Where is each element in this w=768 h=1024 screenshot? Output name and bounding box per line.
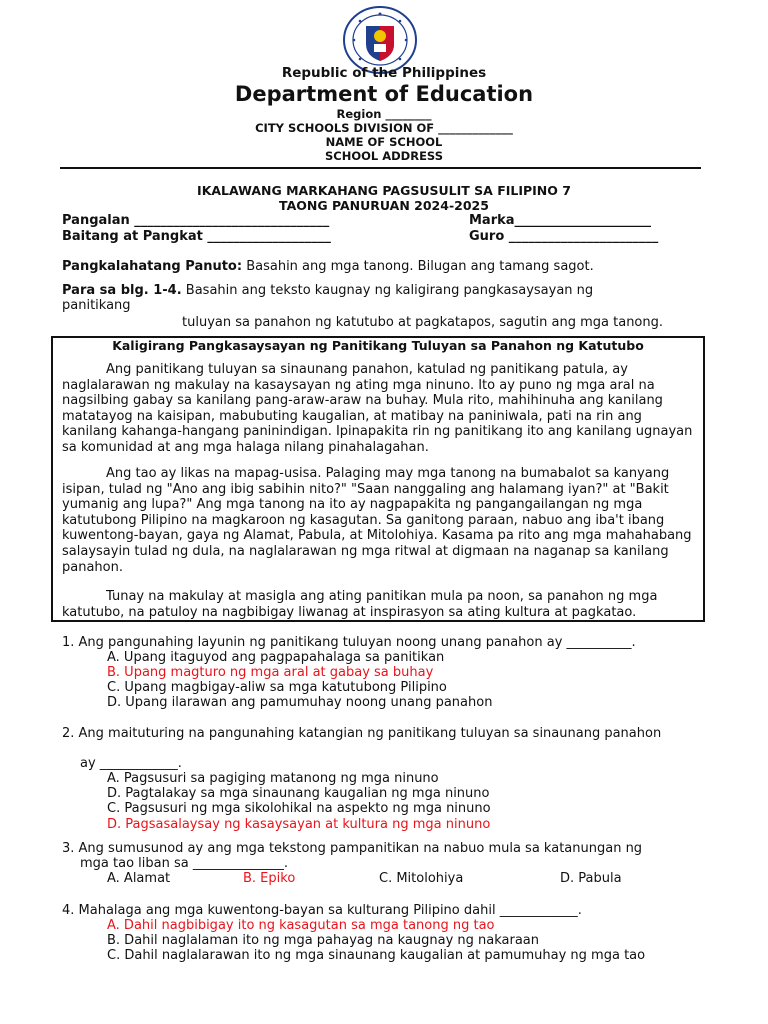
question-4-option-b[interactable]: B. Dahil naglalaman ito ng mga pahayag na kaugnay ng nakaraan (107, 933, 540, 948)
division-line: CITY SCHOOLS DIVISION OF _____________ (255, 121, 513, 135)
pangalan-field: Pangalan ______________________________ (62, 213, 330, 228)
republic-heading: Republic of the Philippines (281, 65, 487, 81)
question-2-option-d-answer[interactable]: D. Pagsasalaysay ng kasaysayan at kultura ng mga ninuno (107, 817, 491, 832)
school-name: NAME OF SCHOOL (325, 135, 443, 149)
question-3-option-b-answer[interactable]: B. Epiko (243, 871, 296, 886)
department-heading: Department of Education (234, 82, 534, 106)
question-1-option-b-answer[interactable]: B. Upang magturo ng mga aral at gabay sa buhay (107, 665, 434, 680)
baitang-field: Baitang at Pangkat ___________________ (62, 229, 331, 244)
guro-field: Guro _______________________ (469, 229, 659, 244)
question-2-option-d-first[interactable]: D. Pagtalakay sa mga sinaunang kaugalian ng mga ninuno (107, 786, 490, 801)
question-3-stem: 3. Ang sumusunod ay ang mga tekstong pampanitikan na nabuo mula sa katanungan ng (62, 841, 643, 856)
marka-field: Marka_____________________ (469, 213, 652, 228)
question-1-option-d[interactable]: D. Upang ilarawan ang pamumuhay noong unang panahon (107, 695, 493, 710)
general-directions (62, 259, 594, 274)
question-4-option-c[interactable]: C. Dahil naglalarawan ito ng mga sinaunang kaugalian at pamumuhay ng mga tao (107, 948, 646, 963)
passage-paragraph-1: Ang panitikang tuluyan sa sinaunang panahon, katulad ng panitikang patula, ay naglalarawan ng makulay na kasaysayan ng ating mga ninuno. Ito ay puno ng mga aral na nagsilbing gabay sa kanilang pang-araw-araw na buhay. Mula rito, mahihinuha ang kanilang matatayog na kaisipan, mabubuting kaugalian, at matibay na paniniwala, pati na rin ang kanilang kahanga-hangang paninindigan. Ipinapakita rin ng panitikang ito ang kanilang ugnayan sa komunidad at ang mga halaga nilang pinahalagahan. (62, 362, 693, 455)
school-year: TAONG PANURUAN 2024-2025 (279, 198, 489, 213)
para-directions-text-3: tuluyan sa panahon ng katutubo at pagkatapos, sagutin ang mga tanong. (182, 315, 664, 330)
exam-title: IKALAWANG MARKAHANG PAGSUSULIT SA FILIPINO 7 (197, 183, 571, 198)
question-2-option-a[interactable]: A. Pagsusuri sa pagiging matanong ng mga ninuno (107, 771, 439, 786)
question-3-option-c[interactable]: C. Mitolohiya (379, 871, 464, 886)
question-4-stem: 4. Mahalaga ang mga kuwentong-bayan sa kulturang Pilipino dahil ____________. (62, 903, 582, 918)
question-2-option-c[interactable]: C. Pagsusuri ng mga sikolohikal na aspekto ng mga ninuno (107, 801, 491, 816)
para-directions (62, 283, 593, 298)
region-line: Region ________ (336, 107, 432, 121)
question-2-stem-continuation: ay ____________. (80, 756, 182, 771)
school-address: SCHOOL ADDRESS (325, 149, 443, 163)
passage-title: Kaligirang Pangkasaysayan ng Panitikang Tuluyan sa Panahon ng Katutubo (112, 338, 644, 353)
para-directions-text-1: Basahin ang teksto kaugnay ng kaligirang pangkasaysayan ng (181, 283, 594, 298)
general-directions-text: Basahin ang mga tanong. Bilugan ang tamang sagot. (242, 259, 594, 274)
question-1-stem: 1. Ang pangunahing layunin ng panitikang tuluyan noong unang panahon ay __________. (62, 635, 636, 650)
question-3-option-d[interactable]: D. Pabula (560, 871, 622, 886)
general-directions-label: Pangkalahatang Panuto: (62, 259, 243, 274)
question-1-option-a[interactable]: A. Upang itaguyod ang pagpapahalaga sa panitikan (107, 650, 445, 665)
question-1-option-c[interactable]: C. Upang magbigay-aliw sa mga katutubong Pilipino (107, 680, 447, 695)
question-2-stem: 2. Ang maituturing na pangunahing katangian ng panitikang tuluyan sa sinaunang panahon (62, 726, 662, 741)
header-divider (60, 167, 701, 169)
para-directions-text-2: panitikang (62, 298, 131, 313)
para-directions-label: Para sa blg. 1-4. (62, 283, 182, 298)
question-3-stem-continuation: mga tao liban sa ______________. (80, 856, 288, 871)
passage-paragraph-2: Ang tao ay likas na mapag-usisa. Palaging may mga tanong na bumabalot sa kanyang isipan, tulad ng "Ano ang ibig sabihin nito?" "Saan nanggaling ang halamang iyan?" at "Bakit yumanig ang lupa?" Ang mga tanong na ito ay nagpapakita ng pangangailangan ng mga katutubong Pilipino na magkaroon ng kasagutan. Sa ganitong paraan, nabuo ang iba't ibang kuwentong-bayan, gaya ng Alamat, Pabula, at Mitolohiya. Kasama pa rito ang mga mahahabang salaysayin tulad ng dula, na naglalarawan ng mga ritwal at digmaan na naganap sa kanilang panahon. (62, 466, 692, 575)
question-4-option-a-answer[interactable]: A. Dahil nagbibigay ito ng kasagutan sa mga tanong ng tao (107, 918, 495, 933)
deped-seal-icon (342, 6, 418, 74)
question-3-option-a[interactable]: A. Alamat (107, 871, 171, 886)
passage-paragraph-3: Tunay na makulay at masigla ang ating panitikan mula pa noon, sa panahon ng mga katutubo, na patuloy na nagbibigay liwanag at inspirasyon sa ating kultura at pagkatao. (62, 589, 658, 620)
